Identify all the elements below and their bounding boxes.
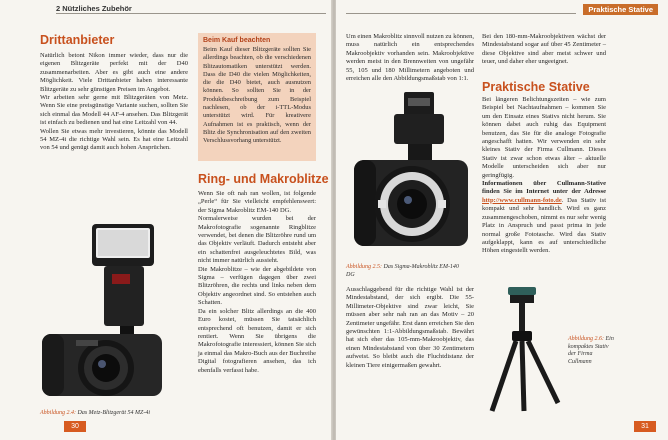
paragraph: Da ein solcher Blitz allerdings an die 400 Euro kostet, müssen Sie tatsächlich entsprechend oft benutzen, damit er sich rentiert. Wenn Sie übrigens die Makrofotografie interessiert, können Sie sich ja einmal das Makro-Buch aus der Buchreihe Digital fotografieren ansehen, das ich ebenfalls verfasst habe. (198, 307, 316, 374)
cullmann-link[interactable]: http://www.cullmann-foto.de (482, 196, 562, 204)
figure-caption-2-4 (40, 410, 200, 418)
caption-text: Das Sigma-Makroblitz EM-140 DG (346, 264, 459, 278)
paragraph: Bei längeren Belichtungszeiten – wie zum Beispiel bei Nachtaufnahmen – kommen Sie um den Einsatz eines Stativs nicht herum. Sie können dabei auch ruhig das Equipment benutzen, das Sie für die analoge Fotografie angeschafft hatten. Wir verwenden ein sehr kleines Stativ der Firma Cullmann. Dieses Stativ ist zwar schon etwas älter – aktuelle Modelle unterscheiden sich aber nur geringfügig. (482, 96, 606, 179)
paragraph: Wenn Sie oft nah ran wollen, ist folgende „Perle“ für Sie vielleicht empfehlenswert: der Sigma Makroblitz EM-140 DG. (198, 190, 316, 214)
paragraph: Um einen Makroblitz sinnvoll nutzen zu können, muss natürlich ein entsprechendes Makroobjektiv vorhanden sein. Makroobjektive werden meist in den Brennweiten von ungefähr 55, 105 und 180 Millimetern angeboten und erreichen alle den Abbildungsmaßstab von 1:1. (346, 33, 474, 83)
heading-drittanbieter: Drittanbieter (40, 33, 115, 47)
paragraph: Bei den 180-mm-Makroobjektiven wächst der Mindestabstand sogar auf über 45 Zentimeter – diese Objektive sind aber meist schwer und teuer, und daher eher ungeeignet. (482, 33, 606, 66)
sidebar-body: Beim Kauf dieser Blitzgeräte sollten Sie allerdings beachten, ob die verschiedenen Blitzautomatiken unterstützt werden. Dass die D40 die vielen Möglichkeiten, die die D40 bietet, auch ausnutzen können. So sollten Sie in der Produktbeschreibung zum Beispiel nachlesen, ob der i-TTL-Modus unterstützt wird. Für kreativere Aufnahmen ist es praktisch, wenn der Blitz die Synchronisation auf den zweiten Verschlussvorhang unterstützt. (203, 46, 311, 145)
running-head-right: Praktische Stative (583, 4, 658, 15)
paragraph: Wollen Sie etwas mehr investieren, könnte das Modell 54 MZ-4i die richtige Wahl sein. Es hat eine Leitzahl von 54 und genügt damit auch hohen Ansprüchen. (40, 127, 188, 152)
makro-intro-text (346, 33, 474, 83)
stative-text (482, 96, 606, 256)
figure-caption-2-6 (568, 336, 614, 366)
page-number-left: 30 (64, 421, 86, 432)
caption-label: Abbildung 2.4: (40, 410, 76, 416)
camera-flash-illustration (40, 222, 180, 414)
heading-ring-makroblitze: Ring- und Makroblitze (198, 172, 329, 186)
drittanbieter-text (40, 52, 188, 153)
heading-praktische-stative: Praktische Stative (482, 80, 590, 94)
cullmann-info-text: Informationen über Cullmann-Stative finden Sie im Internet unter der Adresse (482, 180, 606, 196)
paragraph: Natürlich betont Nikon immer wieder, dass nur die eigenen Blitzgeräte perfekt mit der D40 zusammenarbeiten. Aber es gibt auch eine andere Möglichkeit. Viele Drittanbieter haben interessante Blitzgeräte zu sehr günstigen Preisen im Angebot. (40, 52, 188, 93)
page-number-right: 31 (634, 421, 656, 432)
ringblitze-text (198, 190, 316, 375)
paragraph: Wir arbeiten sehr gerne mit Blitzgeräten von Metz. Wenn Sie eine preisgünstige Variante suchen, sollten Sie sich einmal das Modell 44 AF-4 ansehen. Das Blitzgerät ist einfach zu bedienen und hat eine Leitzahl von 44. (40, 94, 188, 127)
sidebar-title: Beim Kauf beachten (203, 37, 271, 44)
running-head-left: 2 Nützliches Zubehör (56, 4, 132, 13)
tripod-illustration (486, 285, 566, 415)
caption-text: Das Metz-Blitzgerät 54 MZ-4i (77, 410, 150, 416)
right-page (336, 0, 668, 440)
makro-180mm-text (482, 33, 606, 67)
figure-caption-2-5 (346, 264, 466, 279)
caption-text: Ein kompaktes Stativ der Firma Cullmann (568, 336, 614, 365)
header-rule (346, 13, 576, 14)
paragraph: Die Makroblitze – wie der abgebildete von Sigma – verfügen dagegen über zwei Blitzröhren, die rechts und links neben dem Objektiv angeordnet sind. So entstehen auch Schatten. (198, 265, 316, 307)
header-rule (56, 13, 326, 14)
caption-label: Abbildung 2.6: (568, 336, 604, 342)
sidebar-box (198, 33, 316, 161)
makro-text-continued (346, 286, 474, 370)
paragraph: Ausschlaggebend für die richtige Wahl ist der Mindestabstand, der sich ergibt. Die 55-Millimeter-Objektive sind zwar leicht, Sie müssen aber sehr nah ran an das Motiv – 20 Zentimeter ungefähr. Erst dann erreichen Sie den gewünschten 1:1-Abbildungsmaßstab. Bewährt hat sich eher das 105-mm-Makroobjektiv, das einen Mindestabstand von über 30 Zentimetern aufweist. So bleibt auch die Fluchtdistanz der kleinen Tiere einigermaßen gewahrt. (346, 286, 474, 369)
cullmann-info-rest: . Das Stativ ist kompakt und sehr handlich. Wird es ganz zusammengeschoben, nimmt es nur sehr wenig Platz in Anspruch und passt prima in jede normal große Fototasche. Wird das Stativ aufgeklappt, kann es auf unterschiedliche Höhen eingestellt werden. (482, 196, 606, 255)
paragraph-cullmann (482, 180, 606, 256)
caption-label: Abbildung 2.5: (346, 264, 382, 270)
paragraph: Normalerweise wurden bei der Makrofotografie sogenannte Ringblitze verwendet, bei denen die Blitzröhre rund um das Objektiv verläuft. Dadurch entsteht aber ein schattenfrei ausgeleuchtetes Bild, was nicht immer natürlich aussieht. (198, 215, 316, 265)
macro-flash-illustration (348, 90, 473, 262)
left-page (0, 0, 332, 440)
